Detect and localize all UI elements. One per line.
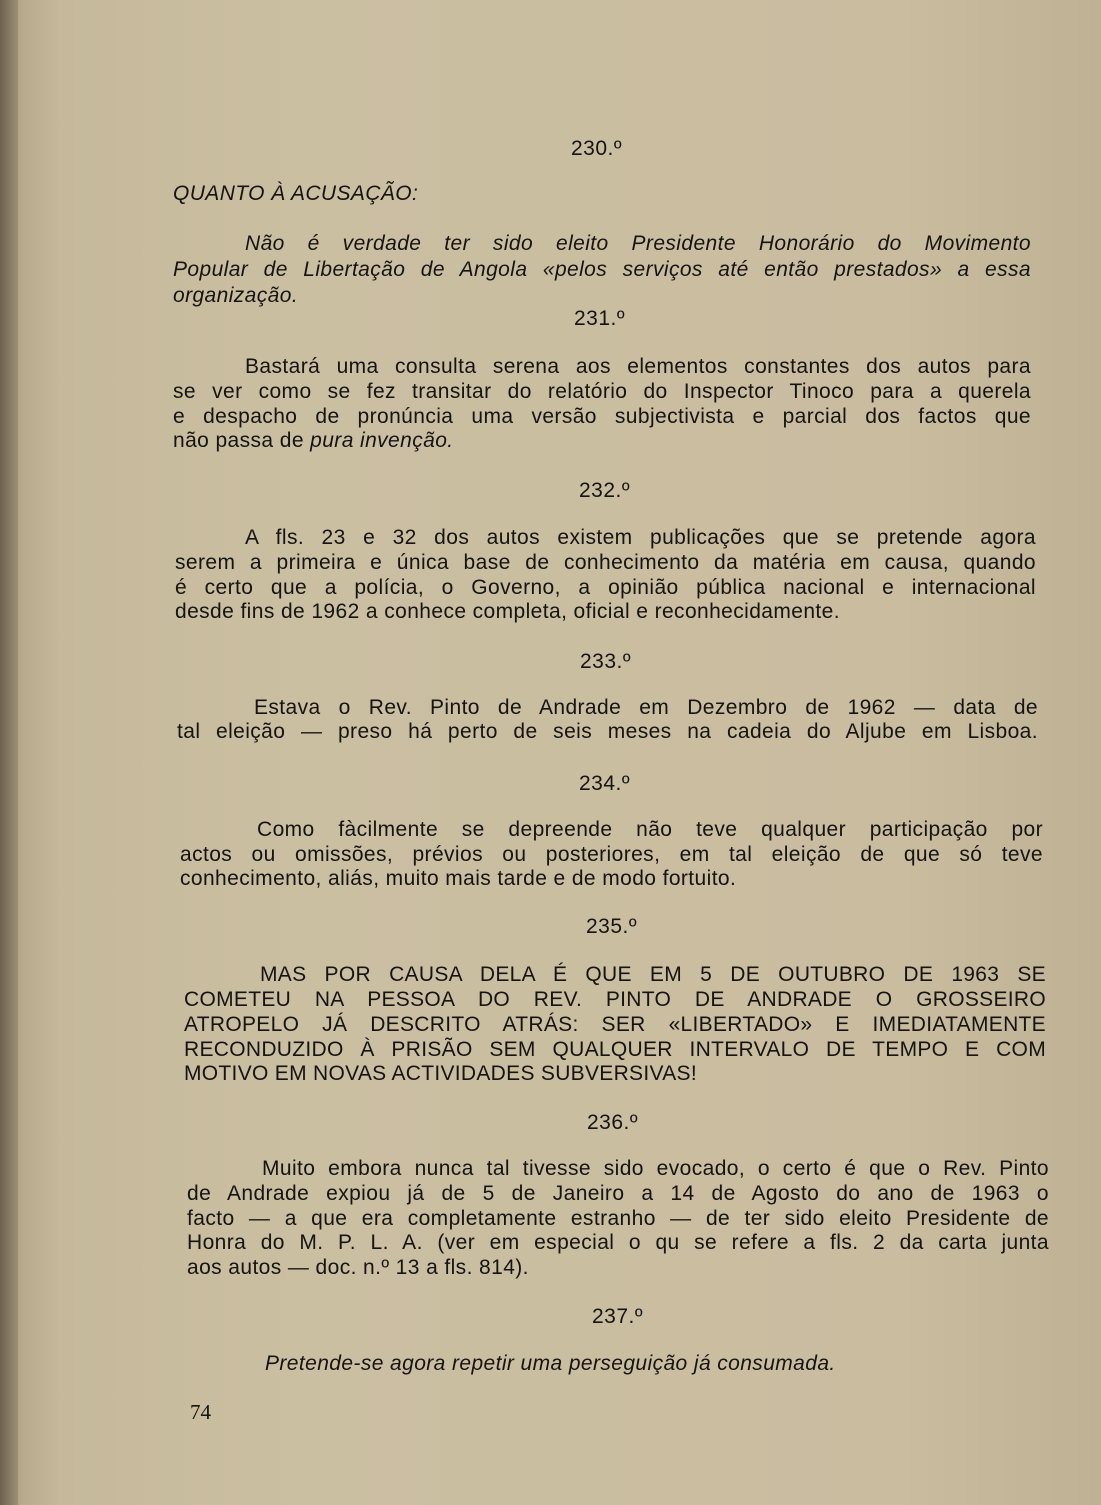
article-231-line-3: e despacho de pronúncia uma versão subjectivista e parcial dos factos que — [173, 405, 1031, 428]
article-number-233: 233.º — [580, 650, 632, 673]
article-230-line-2: Popular de Libertação de Angola «pelos serviços até então prestados» a essa — [173, 258, 1031, 281]
article-236-line-2: de Andrade expiou já de 5 de Janeiro a 14 de Agosto do ano de 1963 o — [187, 1182, 1049, 1205]
article-235-line-3: ATROPELO JÁ DESCRITO ATRÁS: SER «LIBERTADO» E IMEDIATAMENTE — [184, 1013, 1046, 1036]
article-232-line-4: desde fins de 1962 a conhece completa, oficial e reconhecidamente. — [175, 600, 840, 623]
article-number-235: 235.º — [586, 915, 638, 938]
article-235-line-1: MAS POR CAUSA DELA É QUE EM 5 DE OUTUBRO DE 1963 SE — [260, 963, 1046, 986]
article-number-230: 230.º — [571, 137, 623, 160]
article-number-234: 234.º — [579, 772, 631, 795]
article-235-line-5: MOTIVO EM NOVAS ACTIVIDADES SUBVERSIVAS! — [184, 1062, 697, 1085]
article-235-line-4: RECONDUZIDO À PRISÃO SEM QUALQUER INTERVALO DE TEMPO E COM — [184, 1038, 1046, 1061]
article-number-237: 237.º — [592, 1305, 644, 1328]
article-231-line-4 — [173, 429, 454, 453]
article-231-emphasis: pura invenção. — [310, 429, 454, 452]
article-231-line-4-text: não passa de — [173, 429, 311, 452]
article-230-line-1: Não é verdade ter sido eleito Presidente Honorário do Movimento — [245, 232, 1031, 255]
article-235-line-2: COMETEU NA PESSOA DO REV. PINTO DE ANDRADE O GROSSEIRO — [184, 988, 1046, 1011]
article-230-line-3: organização. — [173, 284, 299, 307]
book-spine-shadow — [0, 0, 18, 1505]
article-number-236: 236.º — [587, 1111, 639, 1134]
article-231-line-1: Bastará uma consulta serena aos elementos constantes dos autos para — [245, 355, 1031, 378]
article-234-line-3: conhecimento, aliás, muito mais tarde e de modo fortuito. — [180, 867, 737, 890]
article-237-line-1: Pretende-se agora repetir uma perseguição já consumada. — [265, 1352, 836, 1375]
article-232-line-2: serem a primeira e única base de conhecimento da matéria em causa, quando — [175, 551, 1036, 574]
article-234-line-1: Como fàcilmente se depreende não teve qualquer participação por — [257, 818, 1043, 841]
article-231-line-2: se ver como se fez transitar do relatório do Inspector Tinoco para a querela — [173, 380, 1031, 403]
article-236-line-4: Honra do M. P. L. A. (ver em especial o qu se refere a fls. 2 da carta junta — [187, 1231, 1049, 1254]
section-heading: QUANTO À ACUSAÇÃO: — [173, 182, 419, 205]
article-232-line-1: A fls. 23 e 32 dos autos existem publicações que se pretende agora — [245, 526, 1036, 549]
article-233-line-2: tal eleição — preso há perto de seis meses na cadeia do Aljube em Lisboa. — [177, 720, 1038, 743]
article-234-line-2: actos ou omissões, prévios ou posteriores, em tal eleição de que só teve — [180, 843, 1043, 866]
article-number-231: 231.º — [574, 307, 626, 330]
article-232-line-3: é certo que a polícia, o Governo, a opinião pública nacional e internacional — [175, 576, 1036, 599]
article-236-line-1: Muito embora nunca tal tivesse sido evocado, o certo é que o Rev. Pinto — [262, 1157, 1049, 1180]
article-236-line-5: aos autos — doc. n.º 13 a fls. 814). — [187, 1256, 529, 1279]
page-number: 74 — [190, 1400, 211, 1424]
article-number-232: 232.º — [579, 479, 631, 502]
article-233-line-1: Estava o Rev. Pinto de Andrade em Dezembro de 1962 — data de — [254, 696, 1038, 719]
article-236-line-3: facto — a que era completamente estranho — de ter sido eleito Presidente de — [187, 1207, 1049, 1230]
